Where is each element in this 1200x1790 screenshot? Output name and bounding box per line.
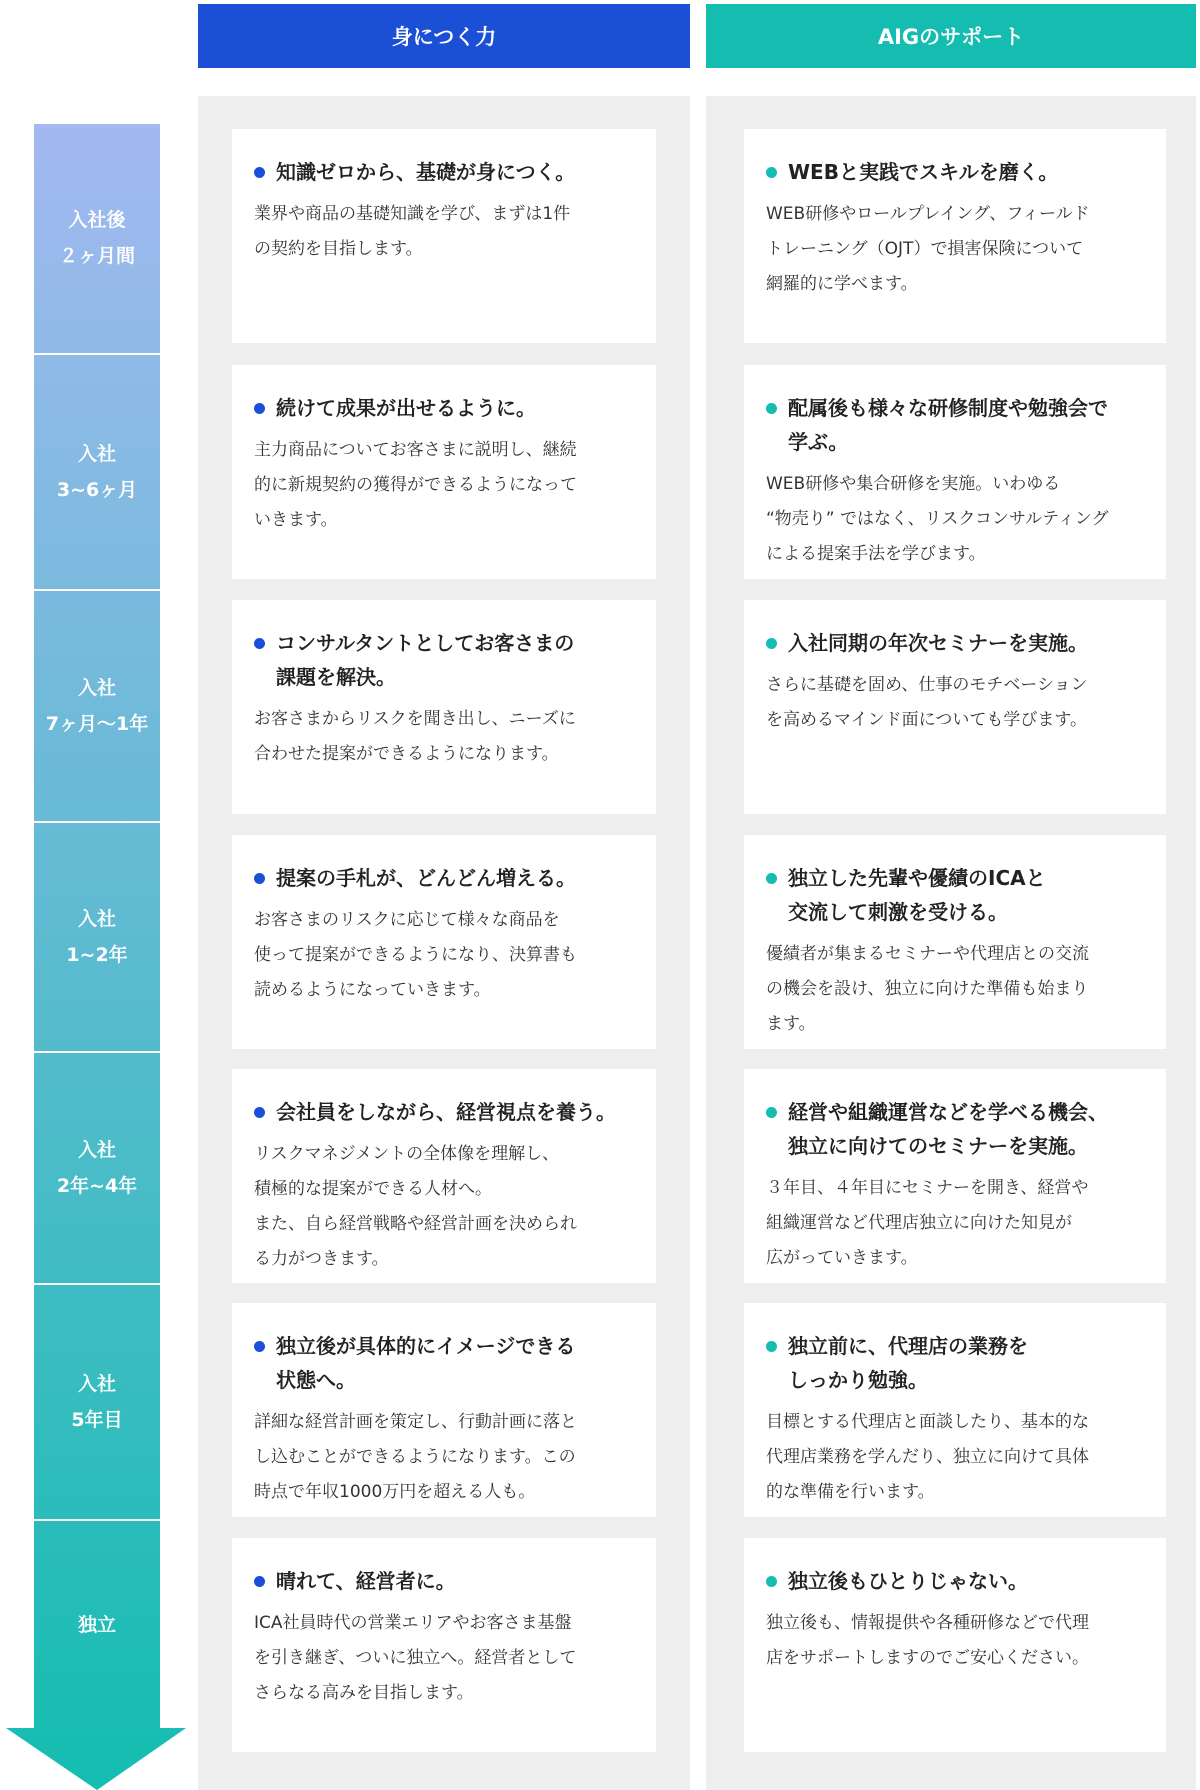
skill-card-1: [232, 129, 656, 343]
bullet-dot-icon: [254, 1107, 265, 1118]
support-card-3: [744, 600, 1166, 814]
support-card-title: 独立後もひとりじゃない。: [766, 1564, 1146, 1598]
support-card-description: 独立後も、情報提供や各種研修などで代理 店をサポートしますのでご安心ください。: [766, 1613, 1089, 1668]
bullet-dot-icon: [766, 873, 777, 884]
support-card-title: 独立前に、代理店の業務を しっかり勉強。: [766, 1329, 1146, 1397]
support-card-description: さらに基礎を固め、仕事のモチベーション を高めるマインド面についても学びます。: [766, 675, 1088, 730]
skill-card-title: 会社員をしながら、経営視点を養う。: [254, 1095, 636, 1129]
skill-card-title: 知識ゼロから、基礎が身につく。: [254, 155, 636, 189]
bullet-dot-icon: [766, 638, 777, 649]
skill-card-description: お客さまからリスクを聞き出し、ニーズに 合わせた提案ができるようになります。: [254, 709, 576, 764]
header-aig-support: AIGのサポート: [706, 4, 1196, 68]
bullet-dot-icon: [254, 873, 265, 884]
stage-label-6: 入社 5年目: [71, 1373, 123, 1431]
skill-card-title: 独立後が具体的にイメージできる 状態へ。: [254, 1329, 636, 1397]
bullet-dot-icon: [766, 1107, 777, 1118]
skill-card-7: [232, 1538, 656, 1752]
skill-card-description: 業界や商品の基礎知識を学び、まずは1件 の契約を目指します。: [254, 204, 571, 259]
stage-label-5: 入社 2年~4年: [56, 1139, 138, 1197]
stage-label-2: 入社 3~6ヶ月: [56, 443, 138, 501]
bullet-dot-icon: [766, 1341, 777, 1352]
bullet-dot-icon: [254, 1341, 265, 1352]
skill-card-description: お客さまのリスクに応じて様々な商品を 使って提案ができるようになり、決算書も 読めるようになっていきます。: [254, 910, 577, 1000]
bullet-dot-icon: [766, 1576, 777, 1587]
skill-card-description: ICA社員時代の営業エリアやお客さま基盤 を引き継ぎ、ついに独立へ。経営者として さらなる高みを目指します。: [254, 1613, 577, 1703]
stage-label-4: 入社 1~2年: [66, 908, 128, 966]
bullet-dot-icon: [254, 403, 265, 414]
support-card-description: 優績者が集まるセミナーや代理店との交流 の機会を設け、独立に向けた準備も始まり ます。: [766, 944, 1089, 1034]
skill-card-description: リスクマネジメントの全体像を理解し、 積極的な提案ができる人材へ。 また、自ら経営戦略や経営計画を決められ る力がつきます。: [254, 1144, 577, 1269]
bullet-dot-icon: [254, 167, 265, 178]
support-card-description: ３年目、４年目にセミナーを開き、経営や 組織運営など代理店独立に向けた知見が 広がっていきます。: [766, 1178, 1089, 1268]
support-card-description: 目標とする代理店と面談したり、基本的な 代理店業務を学んだり、独立に向けて具体 的な準備を行います。: [766, 1412, 1089, 1502]
support-card-title: 入社同期の年次セミナーを実施。: [766, 626, 1146, 660]
skill-card-3: [232, 600, 656, 814]
stage-label-3: 入社 7ヶ月〜1年: [45, 677, 149, 735]
support-card-7: [744, 1538, 1166, 1752]
support-card-description: WEB研修やロールプレイング、フィールド トレーニング（OJT）で損害保険について 網羅的に学べます。: [766, 204, 1090, 294]
support-card-title: WEBと実践でスキルを磨く。: [766, 155, 1146, 189]
bullet-dot-icon: [254, 638, 265, 649]
support-card-4: [744, 835, 1166, 1049]
skill-card-title: 提案の手札が、どんどん増える。: [254, 861, 636, 895]
skill-card-description: 主力商品についてお客さまに説明し、継続 的に新規契約の獲得ができるようになって いきます。: [254, 440, 577, 530]
support-card-description: WEB研修や集合研修を実施。いわゆる “物売り” ではなく、リスクコンサルティング による提案手法を学びます。: [766, 474, 1109, 564]
stage-label-1: 入社後 ２ヶ月間: [58, 209, 135, 267]
skill-card-5: [232, 1069, 656, 1283]
stage-label-7: 独立: [77, 1614, 116, 1636]
support-card-5: [744, 1069, 1166, 1283]
skill-card-4: [232, 835, 656, 1049]
bullet-dot-icon: [766, 403, 777, 414]
support-card-title: 独立した先輩や優績のICAと 交流して刺激を受ける。: [766, 861, 1146, 929]
skill-card-title: 続けて成果が出せるように。: [254, 391, 636, 425]
support-card-title: 配属後も様々な研修制度や勉強会で 学ぶ。: [766, 391, 1146, 459]
support-card-2: [744, 365, 1166, 579]
skill-card-6: [232, 1303, 656, 1517]
bullet-dot-icon: [254, 1576, 265, 1587]
skill-card-description: 詳細な経営計画を策定し、行動計画に落と し込むことができるようになります。この 時点で年収1000万円を超える人も。: [254, 1412, 577, 1502]
bullet-dot-icon: [766, 167, 777, 178]
skill-card-title: 晴れて、経営者に。: [254, 1564, 636, 1598]
support-card-6: [744, 1303, 1166, 1517]
header-skills: 身につく力: [198, 4, 690, 68]
skill-card-2: [232, 365, 656, 579]
support-card-1: [744, 129, 1166, 343]
support-card-title: 経営や組織運営などを学べる機会、 独立に向けてのセミナーを実施。: [766, 1095, 1146, 1163]
skill-card-title: コンサルタントとしてお客さまの 課題を解決。: [254, 626, 636, 694]
